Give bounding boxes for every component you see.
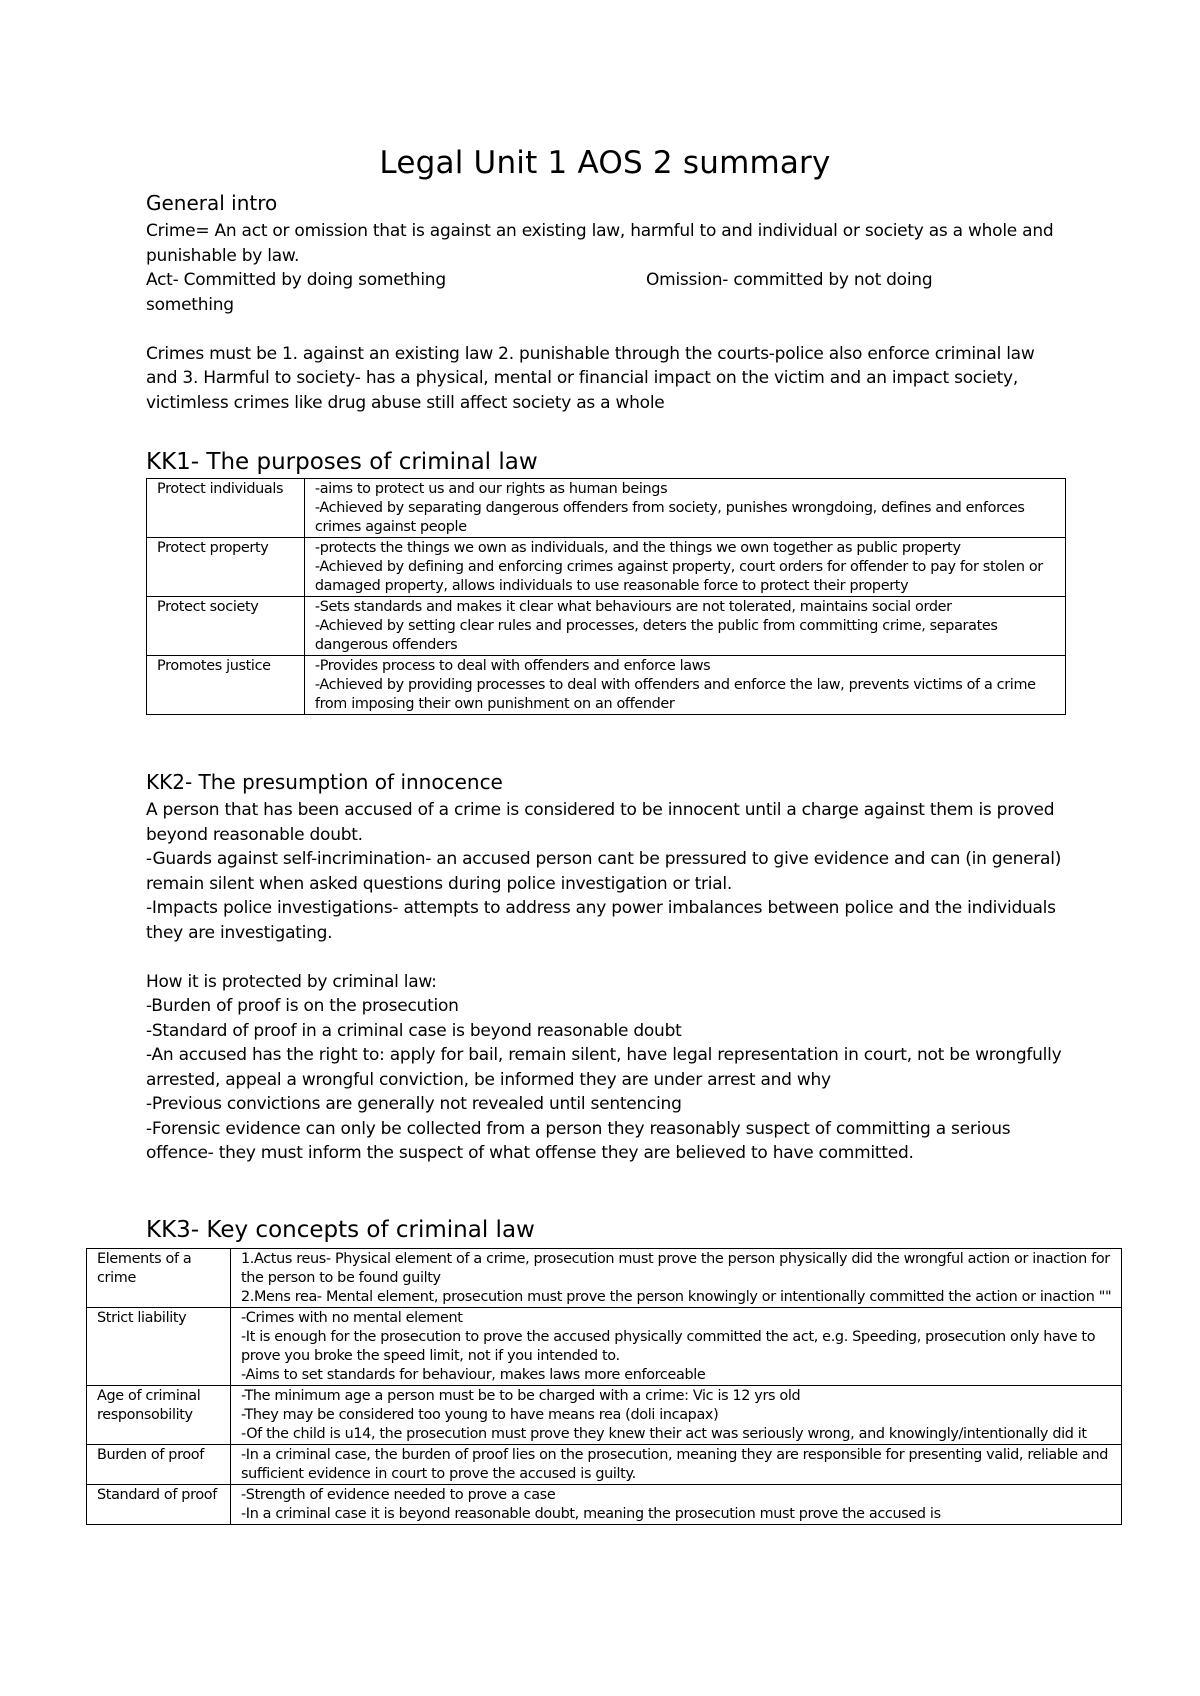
general-intro-body [146, 219, 1066, 415]
row-line: -aims to protect us and our rights as human beings [314, 481, 668, 497]
row-line: -protects the things we own as individuals, and the things we own together as public property [314, 540, 961, 556]
row-line: -It is enough for the prosecution to prove the accused physically committed the act, e.g. Speeding, prosecution only have to prove you broke the speed limit, not if you intended to. [240, 1329, 1096, 1364]
act-definition: Act- Committed by doing something [146, 270, 446, 290]
kk2-point: -Standard of proof in a criminal case is beyond reasonable doubt [146, 1020, 682, 1041]
table-row [87, 1249, 1122, 1308]
table-row [147, 538, 1066, 597]
kk2-body [146, 798, 1066, 1166]
row-label: Strict liability [87, 1308, 231, 1386]
table-row [87, 1308, 1122, 1386]
row-line: 2.Mens rea- Mental element, prosecution must prove the person knowingly or intentionally committed the action or inaction "" [240, 1289, 1112, 1305]
row-line: -Achieved by providing processes to deal with offenders and enforce the law, prevents victims of a crime from imposing their own punishment on an offender [314, 677, 1036, 712]
row-content [304, 597, 1065, 656]
row-label: Standard of proof [87, 1485, 231, 1525]
row-line: -Crimes with no mental element [240, 1310, 463, 1326]
row-line: -Of the child is u14, the prosecution must prove they knew their act was seriously wrong, and knowingly/intentionally did it [240, 1426, 1087, 1442]
row-line: 1.Actus reus- Physical element of a crime, prosecution must prove the person physically did the wrongful action or inaction for the person to be found guilty [240, 1251, 1110, 1286]
row-label: Elements of a crime [87, 1249, 231, 1308]
kk2-heading: KK2- The presumption of innocence [146, 770, 503, 794]
document-title: Legal Unit 1 AOS 2 summary [379, 145, 831, 181]
row-content [230, 1386, 1121, 1445]
row-label: Burden of proof [87, 1445, 231, 1485]
table-row [87, 1485, 1122, 1525]
table-row [87, 1386, 1122, 1445]
row-line: -Achieved by separating dangerous offenders from society, punishes wrongdoing, defines and enforces crimes against people [314, 500, 1025, 535]
act-omission-line [146, 268, 1066, 293]
row-line: -Achieved by setting clear rules and processes, deters the public from committing crime, separates dangerous offenders [314, 618, 998, 653]
row-label: Promotes justice [147, 656, 305, 715]
kk3-heading: KK3- Key concepts of criminal law [146, 1217, 535, 1243]
omission-definition-cont: something [146, 294, 234, 315]
row-line: -Sets standards and makes it clear what behaviours are not tolerated, maintains social order [314, 599, 952, 615]
kk2-point: -Previous convictions are generally not revealed until sentencing [146, 1094, 682, 1114]
kk1-table [146, 478, 1066, 715]
kk2-paragraph-3: -Impacts police investigations- attempts to address any power imbalances between police and the individuals they are investigating. [146, 898, 1056, 943]
row-line: -In a criminal case, the burden of proof lies on the prosecution, meaning they are responsible for presenting valid, reliable and sufficient evidence in court to prove the accused is guilty. [240, 1447, 1109, 1482]
kk2-point: -Forensic evidence can only be collected from a person they reasonably suspect of committing a serious offence- they must inform the suspect of what offense they are believed to have committed. [146, 1118, 1011, 1163]
table-row [147, 656, 1066, 715]
table-row [147, 479, 1066, 538]
row-line: -Aims to set standards for behaviour, makes laws more enforceable [240, 1367, 706, 1383]
general-intro-heading: General intro [146, 191, 278, 215]
row-label: Protect society [147, 597, 305, 656]
row-line: -Provides process to deal with offenders and enforce laws [314, 658, 711, 674]
row-content [304, 538, 1065, 597]
kk2-paragraph-2: -Guards against self-incrimination- an accused person cant be pressured to give evidence and can (in general) remain silent when asked questions during police investigation or trial. [146, 849, 1062, 894]
kk2-protected-heading: How it is protected by criminal law: [146, 971, 437, 992]
kk2-point: -An accused has the right to: apply for bail, remain silent, have legal representation in court, not be wrongfully arrested, appeal a wrongful conviction, be informed they are under arrest and why [146, 1045, 1062, 1090]
omission-definition: Omission- committed by not doing [646, 270, 933, 290]
row-content [230, 1485, 1121, 1525]
row-content [230, 1445, 1121, 1485]
table-row [87, 1445, 1122, 1485]
kk2-point: -Burden of proof is on the prosecution [146, 996, 459, 1016]
kk2-paragraph-1: A person that has been accused of a crime is considered to be innocent until a charge against them is proved beyond reasonable doubt. [146, 800, 1055, 845]
crime-definition: Crime= An act or omission that is against an existing law, harmful to and individual or society as a whole and punishable by law. [146, 221, 1054, 266]
crimes-must-paragraph: Crimes must be 1. against an existing law 2. punishable through the courts-police also enforce criminal law and 3. Harmful to society- has a physical, mental or financial impact on the victim and an impact society, victimless crimes like drug abuse still affect society as a whole [146, 343, 1035, 413]
row-label: Protect individuals [147, 479, 305, 538]
row-line: -The minimum age a person must be to be charged with a crime: Vic is 12 yrs old [240, 1388, 801, 1404]
row-line: -In a criminal case it is beyond reasonable doubt, meaning the prosecution must prove the accused is [240, 1506, 941, 1522]
row-line: -They may be considered too young to have means rea (doli incapax) [240, 1407, 719, 1423]
row-label: Protect property [147, 538, 305, 597]
row-label: Age of criminal responsobility [87, 1386, 231, 1445]
row-content [304, 479, 1065, 538]
row-content [304, 656, 1065, 715]
row-line: -Strength of evidence needed to prove a case [240, 1487, 556, 1503]
table-row [147, 597, 1066, 656]
kk1-heading: KK1- The purposes of criminal law [146, 449, 538, 475]
row-line: -Achieved by defining and enforcing crimes against property, court orders for offender to pay for stolen or damaged property, allows individuals to use reasonable force to protect their property [314, 559, 1043, 594]
kk3-table [86, 1248, 1122, 1525]
row-content [230, 1249, 1121, 1308]
row-content [230, 1308, 1121, 1386]
